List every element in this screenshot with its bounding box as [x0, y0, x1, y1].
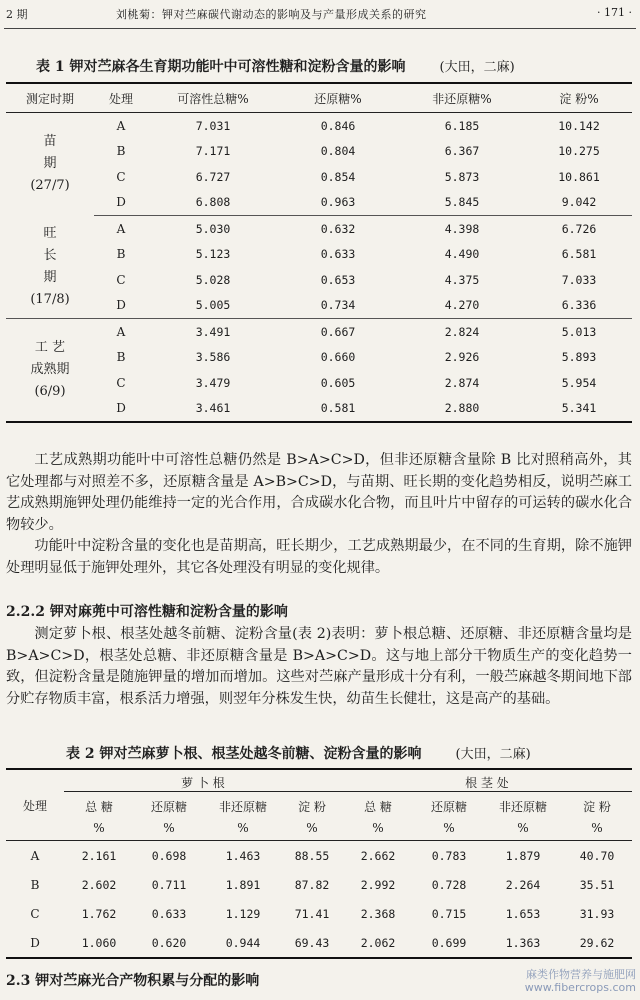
- treatment-cell: A: [30, 848, 40, 863]
- data-cell: 4.375: [444, 272, 480, 287]
- table2-group-row: [6, 770, 632, 796]
- table2-subheader: 还原糖: [430, 799, 467, 814]
- unit-label: %: [342, 816, 414, 841]
- data-cell: 2.062: [360, 935, 396, 950]
- data-cell: 6.581: [561, 247, 597, 262]
- data-cell: 1.653: [505, 906, 541, 921]
- table-row: [6, 345, 632, 371]
- table2-unit-row: [6, 816, 632, 841]
- unit-label: %: [484, 816, 562, 841]
- unit-label: %: [64, 816, 134, 841]
- treatment-cell: C: [116, 375, 126, 390]
- data-cell: 0.804: [320, 144, 356, 159]
- data-cell: 10.275: [558, 144, 600, 159]
- unit-label: %: [562, 816, 632, 841]
- data-cell: 4.490: [444, 247, 480, 262]
- paragraph: 工艺成熟期功能叶中可溶性总糖仍然是 B>A>C>D，但非还原糖含量除 B 比对照稍高外，其它处理都与对照差不多，还原糖含量是 A>B>C>D，与苗期、旺长期的变化趋势相反，说明苎麻工艺成熟期施钾处理仍能维持一定的光合作用，合成碳水化合物，而且叶片中留存的可运转的碳水化合物较少。: [6, 452, 632, 533]
- data-cell: 1.463: [225, 848, 261, 863]
- treatment-cell: A: [116, 324, 126, 339]
- data-cell: 6.185: [444, 118, 480, 133]
- data-cell: 5.013: [561, 324, 597, 339]
- table-row: [6, 139, 632, 165]
- data-cell: 3.491: [195, 324, 231, 339]
- treatment-cell: A: [116, 118, 126, 133]
- data-cell: 0.698: [151, 848, 187, 863]
- treatment-cell: A: [116, 221, 126, 236]
- unit-label: %: [414, 816, 484, 841]
- data-cell: 40.70: [579, 848, 615, 863]
- data-cell: 6.367: [444, 144, 480, 159]
- site-watermark: [525, 968, 636, 994]
- table1-header: 还原糖%: [278, 84, 398, 113]
- table-row: [6, 242, 632, 268]
- table2-group-rhizome: 根 茎 处: [342, 770, 632, 796]
- table1-note: (大田，二麻): [439, 60, 515, 75]
- data-cell: 5.954: [561, 375, 597, 390]
- table2-subheader-row: [6, 796, 632, 816]
- data-cell: 0.653: [320, 272, 356, 287]
- table-row: [6, 370, 632, 396]
- table-row: [6, 899, 632, 928]
- table-row: [6, 870, 632, 899]
- table2-subheader: 淀 粉: [298, 799, 326, 814]
- data-cell: 5.028: [195, 272, 231, 287]
- treatment-cell: D: [116, 401, 126, 416]
- table1-header: 可溶性总糖%: [148, 84, 278, 113]
- data-cell: 3.586: [195, 350, 231, 365]
- data-cell: 0.620: [151, 935, 187, 950]
- data-cell: 7.171: [195, 144, 231, 159]
- running-title: 刘桃菊：钾对苎麻碳代谢动态的影响及与产量形成关系的研究: [116, 8, 427, 21]
- data-cell: 69.43: [294, 935, 330, 950]
- data-cell: 5.893: [561, 350, 597, 365]
- data-cell: 5.341: [561, 401, 597, 416]
- table2-note: (大田，二麻): [455, 747, 531, 762]
- data-cell: 87.82: [294, 877, 330, 892]
- table2: [6, 770, 632, 959]
- table-row: [6, 928, 632, 958]
- table-row: [6, 164, 632, 190]
- data-cell: 0.711: [151, 877, 187, 892]
- table-row: [6, 396, 632, 423]
- table2-subheader: 淀 粉: [583, 799, 611, 814]
- paragraph: 测定萝卜根、根茎处越冬前糖、淀粉含量(表 2)表明：萝卜根总糖、还原糖、非还原糖含量均是 B>A>C>D，根茎处总糖、非还原糖含量是 B>A>C>D。这与地上部分干物质生产的变化趋势一致，但淀粉含量是随施钾量的增加而增加。这些对苎麻产量形成十分有利，一般苎麻越冬期间地下部分贮存物质丰富，根系活力增强，则翌年分株发生快，幼苗生长健壮，这是高产的基础。: [6, 626, 632, 707]
- data-cell: 2.602: [81, 877, 117, 892]
- header-rule: [4, 28, 636, 29]
- table2-subheader: 总 糖: [85, 799, 113, 814]
- table-row: [6, 113, 632, 139]
- table1-header: 处理: [94, 84, 148, 113]
- data-cell: 1.363: [505, 935, 541, 950]
- data-cell: 0.660: [320, 350, 356, 365]
- data-cell: 5.030: [195, 221, 231, 236]
- data-cell: 5.123: [195, 247, 231, 262]
- data-cell: 0.605: [320, 375, 356, 390]
- data-cell: 4.270: [398, 293, 526, 319]
- data-cell: 0.633: [151, 906, 187, 921]
- table2-caption: [66, 743, 531, 763]
- table-row: [6, 841, 632, 871]
- data-cell: 1.879: [505, 848, 541, 863]
- data-cell: 0.944: [225, 935, 261, 950]
- data-cell: 2.264: [505, 877, 541, 892]
- data-cell: 1.891: [225, 877, 261, 892]
- table2-title: 表 2 钾对苎麻萝卜根、根茎处越冬前糖、淀粉含量的影响: [66, 746, 422, 762]
- treatment-cell: D: [94, 293, 148, 319]
- data-cell: 10.142: [558, 118, 600, 133]
- data-cell: 0.667: [320, 324, 356, 339]
- table-row: [6, 190, 632, 216]
- treatment-cell: B: [30, 877, 40, 892]
- data-cell: 0.633: [320, 247, 356, 262]
- data-cell: 1.060: [81, 935, 117, 950]
- stage-label: 旺 长 期 (17/8): [6, 216, 94, 319]
- data-cell: 1.762: [81, 906, 117, 921]
- treatment-cell: B: [116, 247, 126, 262]
- section-heading-2-3: 2.3 钾对苎麻光合产物积累与分配的影响: [6, 973, 260, 989]
- section-heading-2-2-2: 2.2.2 钾对麻蔸中可溶性糖和淀粉含量的影响: [6, 604, 288, 620]
- data-cell: 10.861: [558, 169, 600, 184]
- data-cell: 0.632: [320, 221, 356, 236]
- unit-label: %: [282, 816, 342, 841]
- table2-subheader: 非还原糖: [498, 799, 547, 814]
- data-cell: 71.41: [294, 906, 330, 921]
- body-text-1: [6, 450, 632, 579]
- data-cell: 9.042: [526, 190, 632, 216]
- page-number: · 171 ·: [597, 6, 632, 19]
- data-cell: 2.880: [444, 401, 480, 416]
- paragraph: 功能叶中淀粉含量的变化也是苗期高，旺长期少，工艺成熟期最少，在不同的生育期，除不施钾处理明显低于施钾处理外，其它各处理没有明显的变化规律。: [6, 538, 632, 576]
- data-cell: 5.873: [444, 169, 480, 184]
- running-header: [6, 6, 632, 24]
- data-cell: 5.005: [148, 293, 278, 319]
- table1-header: 淀 粉%: [526, 84, 632, 113]
- unit-label: %: [204, 816, 282, 841]
- table2-subheader: 总 糖: [364, 799, 392, 814]
- data-cell: 4.398: [444, 221, 480, 236]
- data-cell: 88.55: [294, 848, 330, 863]
- data-cell: 2.992: [360, 877, 396, 892]
- data-cell: 3.461: [195, 401, 231, 416]
- data-cell: 0.581: [320, 401, 356, 416]
- treatment-cell: B: [116, 350, 126, 365]
- data-cell: 6.808: [148, 190, 278, 216]
- table1-header-row: [6, 84, 632, 113]
- table1-caption: [36, 56, 515, 76]
- data-cell: 3.479: [195, 375, 231, 390]
- data-cell: 0.699: [431, 935, 467, 950]
- data-cell: 2.874: [444, 375, 480, 390]
- data-cell: 2.824: [444, 324, 480, 339]
- table2-row-header: 处理: [6, 770, 64, 841]
- watermark-line-2: www.fibercrops.com: [524, 981, 636, 994]
- issue-label: 2 期: [6, 8, 28, 21]
- unit-label: %: [134, 816, 204, 841]
- table2-group-root: 萝 卜 根: [64, 770, 342, 796]
- treatment-cell: D: [30, 935, 40, 950]
- data-cell: 0.734: [278, 293, 398, 319]
- treatment-cell: C: [116, 272, 126, 287]
- treatment-cell: D: [94, 190, 148, 216]
- data-cell: 2.161: [81, 848, 117, 863]
- data-cell: 29.62: [579, 935, 615, 950]
- data-cell: 0.728: [431, 877, 467, 892]
- data-cell: 0.715: [431, 906, 467, 921]
- data-cell: 6.726: [561, 221, 597, 236]
- stage-label: 苗 期 (27/7): [30, 134, 70, 194]
- data-cell: 0.854: [320, 169, 356, 184]
- table-row: [6, 216, 632, 242]
- data-cell: 7.033: [561, 272, 597, 287]
- treatment-cell: C: [116, 169, 126, 184]
- stage-label: 工 艺 成熟期 (6/9): [6, 319, 94, 423]
- data-cell: 2.926: [444, 350, 480, 365]
- data-cell: 35.51: [579, 877, 615, 892]
- treatment-cell: B: [116, 144, 126, 159]
- data-cell: 6.727: [195, 169, 231, 184]
- data-cell: 1.129: [225, 906, 261, 921]
- table2-subheader: 还原糖: [150, 799, 187, 814]
- table-row: [6, 267, 632, 293]
- data-cell: 7.031: [195, 118, 231, 133]
- data-cell: 0.963: [278, 190, 398, 216]
- table1-title: 表 1 钾对苎麻各生育期功能叶中可溶性糖和淀粉含量的影响: [36, 59, 406, 75]
- table2-subheader: 非还原糖: [218, 799, 267, 814]
- data-cell: 2.662: [360, 848, 396, 863]
- table1-header: 测定时期: [6, 84, 94, 113]
- treatment-cell: C: [30, 906, 40, 921]
- watermark-line-1: 麻类作物营养与施肥网: [526, 968, 636, 981]
- data-cell: 6.336: [526, 293, 632, 319]
- body-text-2: [6, 624, 632, 710]
- data-cell: 0.846: [320, 118, 356, 133]
- data-cell: 5.845: [398, 190, 526, 216]
- data-cell: 2.368: [360, 906, 396, 921]
- table1-header: 非还原糖%: [398, 84, 526, 113]
- table1: [6, 84, 632, 423]
- table-row: [6, 293, 632, 319]
- data-cell: 0.783: [431, 848, 467, 863]
- data-cell: 31.93: [579, 906, 615, 921]
- table-row: [6, 319, 632, 345]
